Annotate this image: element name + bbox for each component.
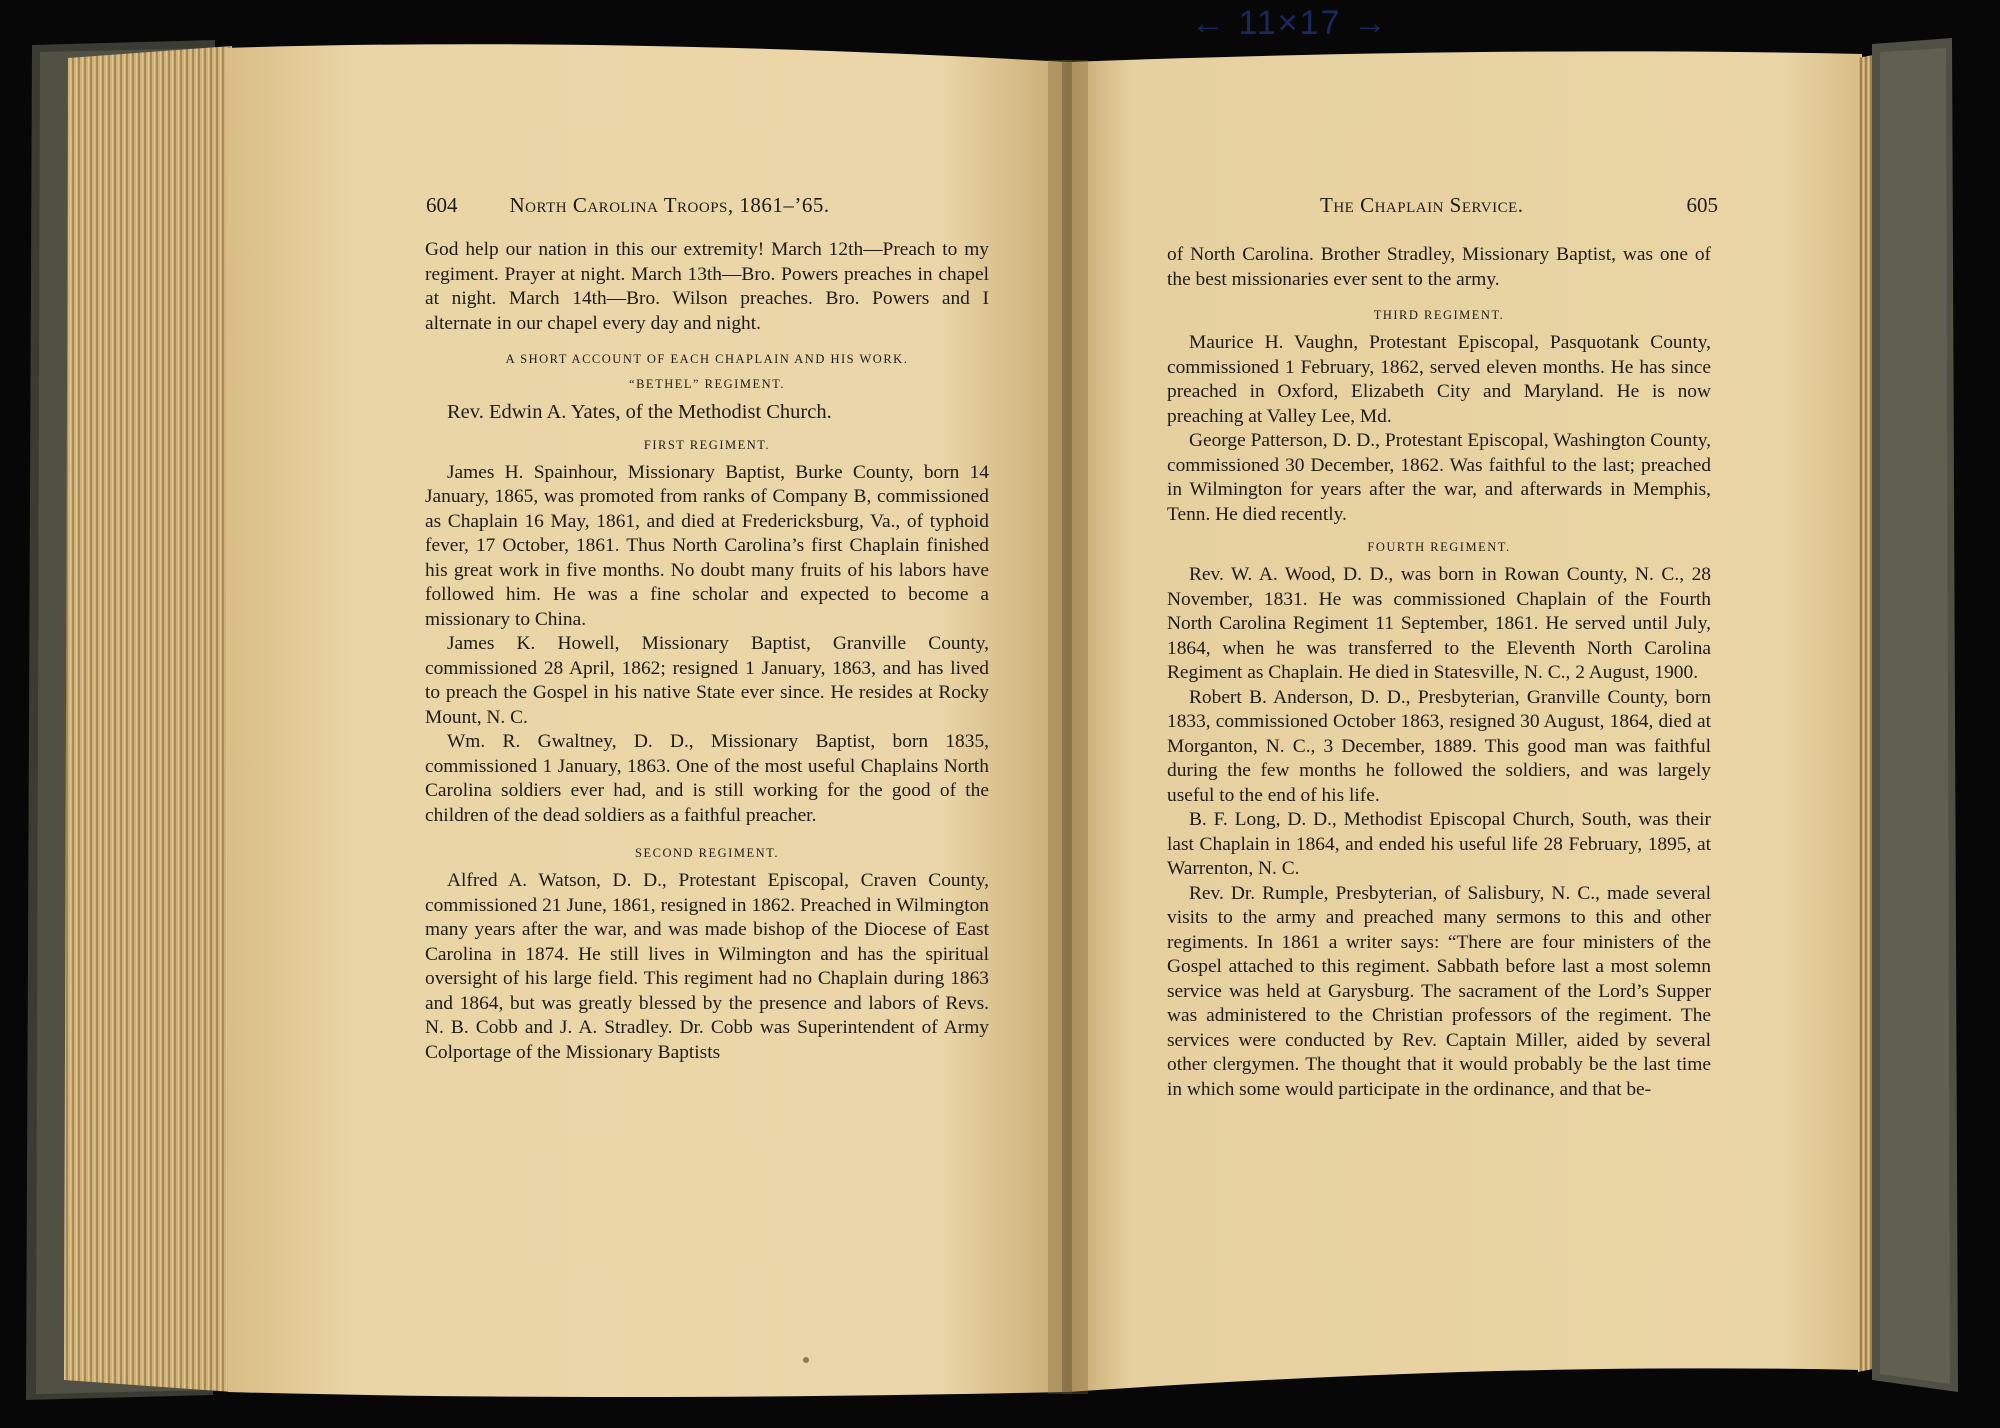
left-running-head: North Carolina Troops, 1861–’65.: [509, 193, 830, 217]
fourth-regiment-paragraph: B. F. Long, D. D., Methodist Episcopal Church, South, was their last Chaplain in 1864, and ended his useful life 28 February, 1895, at Warrenton, N. C.: [1167, 809, 1711, 879]
left-page-number: 604: [426, 193, 458, 217]
right-running-header: [1320, 193, 1718, 227]
third-regiment-paragraph: Maurice H. Vaughn, Protestant Episcopal, Pasquotank County, commissioned 1 February, 1862, served eleven months. He has since preached in Oxford, Elizabeth City and Maryland. He is now preaching at Valley Lee, Md.: [1167, 332, 1711, 427]
third-regiment-heading: THIRD REGIMENT.: [1373, 308, 1505, 322]
first-regiment-paragraph: James H. Spainhour, Missionary Baptist, Burke County, born 14 January, 1865, was promoted from ranks of Company B, commissioned as Chaplain 16 May, 1861, and died at Fredericksburg, Va., of typhoid fever, 17 October, 1861. Thus North Carolina’s first Chaplain finished his great work in five months. No doubt many fruits of his labors have followed him. He was a fine scholar and expected to become a missionary to China.: [425, 461, 989, 630]
paper-speck: [803, 1357, 809, 1363]
bethel-regiment-heading: “BETHEL” REGIMENT.: [629, 377, 785, 391]
fourth-regiment-heading: FOURTH REGIMENT.: [1367, 540, 1511, 554]
second-regiment-paragraph: Alfred A. Watson, D. D., Protestant Episcopal, Craven County, commissioned 21 June, 1861, resigned in 1862. Preached in Wilmington many years after the war, and was made bishop of the Diocese of East Carolina in 1874. He still lives in Wilmington and has the spiritual oversight of his large field. This regiment had no Chaplain during 1863 and 1864, but was greatly blessed by the presence and labors of Revs. N. B. Cobb and J. A. Stradley. Dr. Cobb was Superintendent of Army Colportage of the Missionary Baptists: [425, 870, 989, 1063]
fourth-regiment-paragraph: Robert B. Anderson, D. D., Presbyterian, Granville County, born 1833, commissioned October 1863, resigned 30 August, 1864, died at Morganton, N. C., 3 December, 1889. This good man was faithful during the few months he followed the soldiers, and was largely useful to the end of his life.: [1167, 686, 1711, 806]
right-continuation-paragraph: of North Carolina. Brother Stradley, Missionary Baptist, was one of the best missionaries ever sent to the army.: [1167, 244, 1711, 290]
fourth-regiment-paragraph: Rev. W. A. Wood, D. D., was born in Rowan County, N. C., 28 November, 1831. He was commissioned Chaplain of the Fourth North Carolina Regiment 11 September, 1861. He served until July, 1864, when he was transferred to the Eleventh North Carolina Regiment as Chaplain. He died in Statesville, N. C., 2 August, 1900.: [1167, 564, 1711, 683]
second-regiment-heading: SECOND REGIMENT.: [635, 846, 779, 860]
right-text-column: [1167, 243, 1711, 1102]
section-title: A SHORT ACCOUNT OF EACH CHAPLAIN AND HIS WORK.: [505, 352, 909, 366]
bethel-regiment-text: Rev. Edwin A. Yates, of the Methodist Church.: [447, 401, 832, 423]
first-regiment-paragraph: Wm. R. Gwaltney, D. D., Missionary Baptist, born 1835, commissioned 1 January, 1863. One of the most useful Chaplains North Carolina soldiers ever had, and is still working for the good of the children of the dead soldiers as a faithful preacher.: [425, 731, 989, 826]
first-regiment-paragraph: James K. Howell, Missionary Baptist, Granville County, commissioned 28 April, 1862; resigned 1 January, 1863, and has lived to preach the Gospel in his native State ever since. He resides at Rocky Mount, N. C.: [425, 633, 989, 728]
left-opening-paragraph: God help our nation in this our extremity! March 12th—Preach to my regiment. Prayer at night. March 13th—Bro. Powers preaches in chapel at night. March 14th—Bro. Wilson preaches. Bro. Powers and I alternate in our chapel every day and night.: [425, 239, 989, 334]
top-pencil-note: ← 11×17 →: [1191, 4, 1389, 42]
fourth-regiment-paragraph: Rev. Dr. Rumple, Presbyterian, of Salisbury, N. C., made several visits to the army and preached many sermons to this and other regiments. In 1861 a writer says: “There are four ministers of the Gospel attached to this regiment. Sabbath before last a most solemn service was held at Garysburg. The sacrament of the Lord’s Supper was administered to the Christian professors of the regiment. The services were conducted by Rev. Captain Miller, aided by several other clergymen. The thought that it would probably be the last time in which some would participate in the ordinance, and that be-: [1167, 882, 1711, 1100]
right-running-head: The Chaplain Service.: [1320, 193, 1524, 217]
first-regiment-heading: FIRST REGIMENT.: [643, 437, 771, 452]
third-regiment-paragraph: George Patterson, D. D., Protestant Episcopal, Washington County, commissioned 30 December, 1862. Was faithful to the last; preached in Wilmington for years after the war, and afterwards in Memphis, Tenn. He died recently.: [1167, 430, 1711, 525]
right-page-number: 605: [1686, 193, 1718, 217]
